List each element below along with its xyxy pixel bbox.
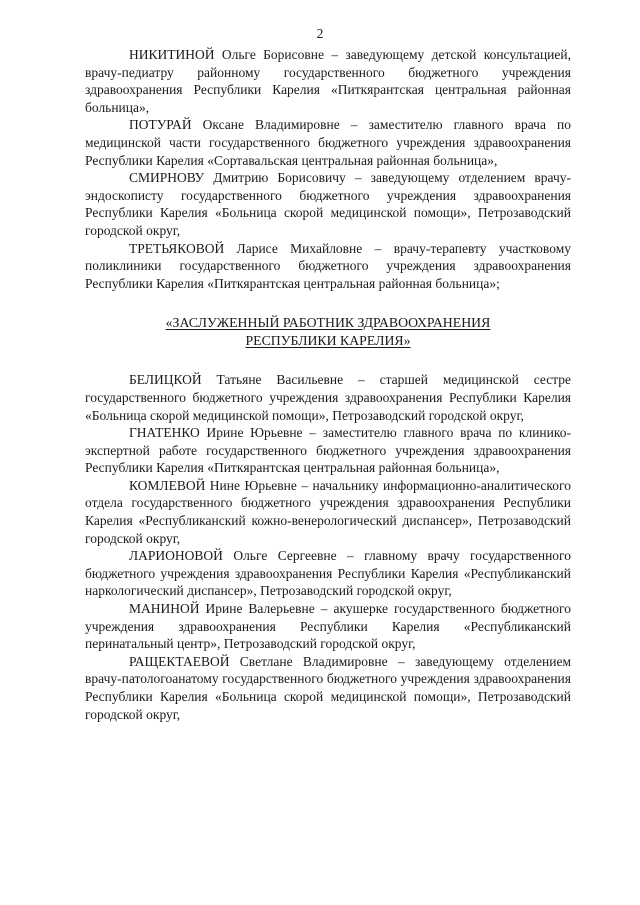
document-body — [85, 46, 571, 723]
award-entry: ЛАРИОНОВОЙ Ольге Сергеевне – главному врачу государственного бюджетного учреждения здравоохранения Республики Карелия «Республиканский наркологический диспансер», Петрозаводский городской округ, — [85, 548, 571, 599]
page-number: 2 — [316, 26, 324, 41]
section-title-line-1: «ЗАСЛУЖЕННЫЙ РАБОТНИК ЗДРАВООХРАНЕНИЯ — [165, 315, 491, 331]
award-entry: МАНИНОЙ Ирине Валерьевне – акушерке государственного бюджетного учреждения здравоохранения Республики Карелия «Республиканский перинатальный центр», Петрозаводский городской округ, — [85, 601, 571, 652]
award-entry: ПОТУРАЙ Оксане Владимировне – заместителю главного врача по медицинской части государственного бюджетного учреждения здравоохранения Республики Карелия «Сортавальская центральная районная больница», — [85, 117, 571, 168]
award-entry: СМИРНОВУ Дмитрию Борисовичу – заведующему отделением врачу-эндоскописту государственного бюджетного учреждения здравоохранения Республики Карелия «Больница скорой медицинской помощи», Петрозаводский городской округ, — [85, 170, 571, 238]
award-entry: ТРЕТЬЯКОВОЙ Ларисе Михайловне – врачу-терапевту участковому поликлиники государственного бюджетного учреждения здравоохранения Республики Карелия «Питкярантская центральная районная больница»; — [85, 240, 571, 291]
section-title — [85, 314, 571, 350]
award-entry: КОМЛЕВОЙ Нине Юрьевне – начальнику информационно-аналитического отдела государственного бюджетного учреждения здравоохранения Республики Карелия «Республиканский кожно-венерологический диспансер», Петрозаводский городской округ, — [85, 477, 571, 546]
award-entry: НИКИТИНОЙ Ольге Борисовне – заведующему детской консультацией, врачу-педиатру районному государственного бюджетного учреждения здравоохранения Республики Карелия «Питкярантская центральная районная больница», — [85, 47, 571, 115]
section-title-line-2: РЕСПУБЛИКИ КАРЕЛИЯ» — [245, 333, 411, 349]
award-entry: БЕЛИЦКОЙ Татьяне Васильевне – старшей медицинской сестре государственного бюджетного учреждения здравоохранения Республики Карелия «Больница скорой медицинской помощи», Петрозаводский городской округ, — [85, 372, 571, 423]
award-entry: ГНАТЕНКО Ирине Юрьевне – заместителю главного врача по клинико-экспертной работе государственного бюджетного учреждения здравоохранения Республики Карелия «Питкярантская центральная районная больница», — [85, 425, 571, 476]
award-entry: РАЩЕКТАЕВОЙ Светлане Владимировне – заведующему отделением врачу-патологоанатому государственного бюджетного учреждения здравоохранения Республики Карелия «Больница скорой медицинской помощи», Петрозаводский городской округ, — [85, 653, 571, 722]
